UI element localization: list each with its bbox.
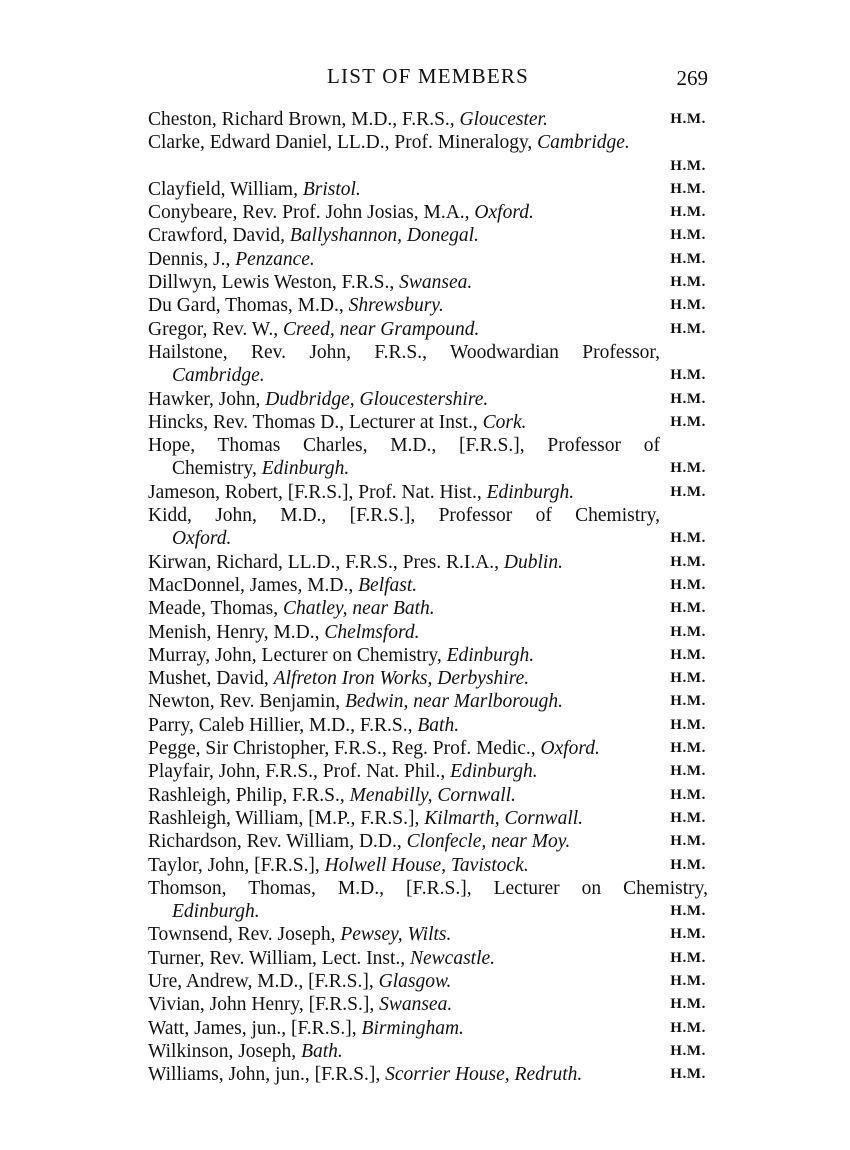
member-entry xyxy=(148,644,708,667)
member-name: Townsend, Rev. Joseph, xyxy=(148,924,341,946)
honor-mark: H.M. xyxy=(670,646,706,663)
honor-mark: H.M. xyxy=(670,367,706,384)
member-name: Newton, Rev. Benjamin, xyxy=(148,691,345,713)
honor-mark: H.M. xyxy=(670,809,706,826)
honor-mark: H.M. xyxy=(670,297,706,314)
honor-mark: H.M. xyxy=(670,972,706,989)
member-place: Oxford. xyxy=(540,738,600,760)
member-entry xyxy=(148,201,708,224)
member-entry xyxy=(148,993,708,1016)
honor-mark: H.M. xyxy=(670,903,706,920)
member-place: Chelmsford. xyxy=(324,621,420,643)
member-name: Conybeare, Rev. Prof. John Josias, M.A., xyxy=(148,202,475,224)
member-name: Hope, Thomas Charles, M.D., [F.R.S.], Professor of xyxy=(148,435,660,457)
member-name: Murray, John, Lecturer on Chemistry, xyxy=(148,644,447,666)
member-place: Alfreton Iron Works, Derbyshire. xyxy=(273,668,530,690)
member-name: Cheston, Richard Brown, M.D., F.R.S., xyxy=(148,109,460,130)
honor-mark: H.M. xyxy=(670,576,706,593)
member-place: Bedwin, near Marlborough. xyxy=(344,691,564,713)
member-place: Penzance. xyxy=(235,248,315,270)
member-place: Belfast. xyxy=(358,574,418,596)
honor-mark: H.M. xyxy=(670,623,706,640)
member-entry xyxy=(148,388,708,411)
member-entry xyxy=(148,1040,708,1063)
member-entry xyxy=(148,667,708,690)
member-place: Clonfecle, near Moy. xyxy=(406,831,571,853)
member-name: Parry, Caleb Hillier, M.D., F.R.S., xyxy=(148,714,418,736)
member-place: Oxford. xyxy=(474,202,534,224)
member-name: Wilkinson, Joseph, xyxy=(148,1040,302,1062)
member-place: Oxford. xyxy=(172,528,232,550)
member-name: Hincks, Rev. Thomas D., Lecturer at Inst., xyxy=(148,411,483,433)
member-place: Bath. xyxy=(301,1040,343,1062)
member-entry xyxy=(148,854,708,877)
honor-mark: H.M. xyxy=(670,926,706,943)
member-place: Birmingham. xyxy=(361,1017,464,1039)
member-place: Cambridge. xyxy=(537,132,630,154)
member-entry xyxy=(148,690,708,713)
member-entry xyxy=(148,714,708,737)
member-place: Kilmarth, Cornwall. xyxy=(424,807,584,829)
member-name: Clarke, Edward Daniel, LL.D., Prof. Mineralogy, xyxy=(148,132,538,154)
running-head xyxy=(148,64,708,92)
member-entry xyxy=(148,574,708,597)
honor-mark: H.M. xyxy=(670,996,706,1013)
member-place: Bath. xyxy=(417,714,460,736)
member-name: Ure, Andrew, M.D., [F.R.S.], xyxy=(148,970,379,992)
member-name: Dillwyn, Lewis Weston, F.R.S., xyxy=(148,272,400,294)
member-entry xyxy=(148,877,708,924)
member-place: Bristol. xyxy=(302,178,361,200)
member-place: Shrewsbury. xyxy=(348,295,444,317)
member-entry xyxy=(148,504,708,551)
honor-mark: H.M. xyxy=(670,1042,706,1059)
member-entry xyxy=(148,271,708,294)
honor-mark: H.M. xyxy=(670,693,706,710)
member-name: Dennis, J., xyxy=(148,248,236,270)
member-entry xyxy=(148,1017,708,1040)
honor-mark: H.M. xyxy=(670,949,706,966)
member-name: Pegge, Sir Christopher, F.R.S., Reg. Prof. Medic., xyxy=(148,738,541,760)
member-name: Menish, Henry, M.D., xyxy=(148,621,325,643)
member-entry xyxy=(148,341,708,388)
member-entry xyxy=(148,434,708,481)
member-place: Menabilly, Cornwall. xyxy=(349,784,516,806)
member-name: Turner, Rev. William, Lect. Inst., xyxy=(148,947,411,969)
member-entry xyxy=(148,411,708,434)
honor-mark: H.M. xyxy=(670,716,706,733)
member-name: Jameson, Robert, [F.R.S.], Prof. Nat. Hist., xyxy=(148,481,487,503)
member-place: Glasgow. xyxy=(378,970,452,992)
member-name: Rashleigh, Philip, F.R.S., xyxy=(148,784,350,806)
member-entry xyxy=(148,224,708,247)
honor-mark: H.M. xyxy=(670,250,706,267)
member-place: Edinburgh. xyxy=(486,481,575,503)
page-title: LIST OF MEMBERS xyxy=(327,64,529,88)
member-place: Gloucester. xyxy=(459,109,548,130)
member-entry xyxy=(148,621,708,644)
member-name: Meade, Thomas, xyxy=(148,598,284,620)
member-name: Hawker, John, xyxy=(148,388,266,410)
honor-mark: H.M. xyxy=(670,180,706,197)
honor-mark: H.M. xyxy=(670,460,706,477)
member-entry xyxy=(148,923,708,946)
honor-mark: H.M. xyxy=(670,111,706,127)
member-entry xyxy=(148,737,708,760)
member-entry xyxy=(148,970,708,993)
honor-mark: H.M. xyxy=(670,530,706,547)
member-name: Kirwan, Richard, LL.D., F.R.S., Pres. R.I.A., xyxy=(148,551,504,573)
member-name: Playfair, John, F.R.S., Prof. Nat. Phil., xyxy=(148,761,451,783)
member-entry xyxy=(148,108,708,131)
member-place: Creed, near Grampound. xyxy=(282,318,480,340)
honor-mark: H.M. xyxy=(670,740,706,757)
honor-mark: H.M. xyxy=(670,390,706,407)
honor-mark: H.M. xyxy=(670,856,706,873)
member-name: Williams, John, jun., [F.R.S.], xyxy=(148,1064,386,1086)
member-name: Mushet, David, xyxy=(148,668,274,690)
member-entry xyxy=(148,807,708,830)
honor-mark: H.M. xyxy=(670,553,706,570)
honor-mark: H.M. xyxy=(670,227,706,244)
honor-mark: H.M. xyxy=(670,320,706,337)
member-name: Du Gard, Thomas, M.D., xyxy=(148,295,349,317)
member-place: Cambridge. xyxy=(172,365,265,387)
member-name: Clayfield, William, xyxy=(148,178,303,200)
member-entry xyxy=(148,481,708,504)
member-entry xyxy=(148,597,708,620)
page-number: 269 xyxy=(676,66,708,90)
member-list xyxy=(148,108,708,1086)
member-place: Swansea. xyxy=(379,994,453,1016)
member-name: Crawford, David, xyxy=(148,225,290,247)
member-name: Hailstone, Rev. John, F.R.S., Woodwardian Professor, xyxy=(148,341,660,363)
member-entry xyxy=(148,131,708,178)
member-entry xyxy=(148,248,708,271)
honor-mark: H.M. xyxy=(670,204,706,221)
member-name: Rashleigh, William, [M.P., F.R.S.], xyxy=(148,807,425,829)
honor-mark: H.M. xyxy=(670,157,706,174)
member-name: Richardson, Rev. William, D.D., xyxy=(148,831,407,853)
member-name-cont: Chemistry, xyxy=(172,458,262,480)
member-entry xyxy=(148,1063,708,1086)
member-entry xyxy=(148,784,708,807)
honor-mark: H.M. xyxy=(670,600,706,617)
member-place: Cork. xyxy=(482,411,527,433)
member-entry xyxy=(148,760,708,783)
member-place: Swansea. xyxy=(399,272,473,294)
honor-mark: H.M. xyxy=(670,1066,706,1083)
member-name: Watt, James, jun., [F.R.S.], xyxy=(148,1017,362,1039)
member-entry xyxy=(148,947,708,970)
honor-mark: H.M. xyxy=(670,483,706,500)
member-entry xyxy=(148,830,708,853)
member-name: Thomson, Thomas, M.D., [F.R.S.], Lecturer on Chemistry, xyxy=(148,877,708,899)
member-place: Edinburgh. xyxy=(450,761,538,783)
member-name: Kidd, John, M.D., [F.R.S.], Professor of Chemistry, xyxy=(148,505,660,527)
honor-mark: H.M. xyxy=(670,670,706,687)
honor-mark: H.M. xyxy=(670,786,706,803)
honor-mark: H.M. xyxy=(670,1019,706,1036)
member-name: Vivian, John Henry, [F.R.S.], xyxy=(148,994,380,1016)
member-place: Dudbridge, Gloucestershire. xyxy=(265,388,489,410)
member-name: Gregor, Rev. W., xyxy=(148,318,283,340)
honor-mark: H.M. xyxy=(670,413,706,430)
member-place: Edinburgh. xyxy=(172,901,260,923)
member-place: Dublin. xyxy=(503,551,563,573)
member-place: Newcastle. xyxy=(410,947,496,969)
member-entry xyxy=(148,294,708,317)
honor-mark: H.M. xyxy=(670,833,706,850)
member-entry xyxy=(148,318,708,341)
member-entry xyxy=(148,178,708,201)
honor-mark: H.M. xyxy=(670,763,706,780)
member-place: Ballyshannon, Donegal. xyxy=(289,225,479,247)
member-place: Pewsey, Wilts. xyxy=(340,924,452,946)
honor-mark: H.M. xyxy=(670,274,706,291)
member-place: Holwell House, Tavistock. xyxy=(324,854,529,876)
member-name: MacDonnel, James, M.D., xyxy=(148,574,359,596)
member-place: Edinburgh. xyxy=(446,644,535,666)
member-place: Scorrier House, Redruth. xyxy=(385,1064,583,1086)
member-place: Edinburgh. xyxy=(261,458,350,480)
member-name: Taylor, John, [F.R.S.], xyxy=(148,854,325,876)
member-entry xyxy=(148,551,708,574)
member-place: Chatley, near Bath. xyxy=(283,598,435,620)
